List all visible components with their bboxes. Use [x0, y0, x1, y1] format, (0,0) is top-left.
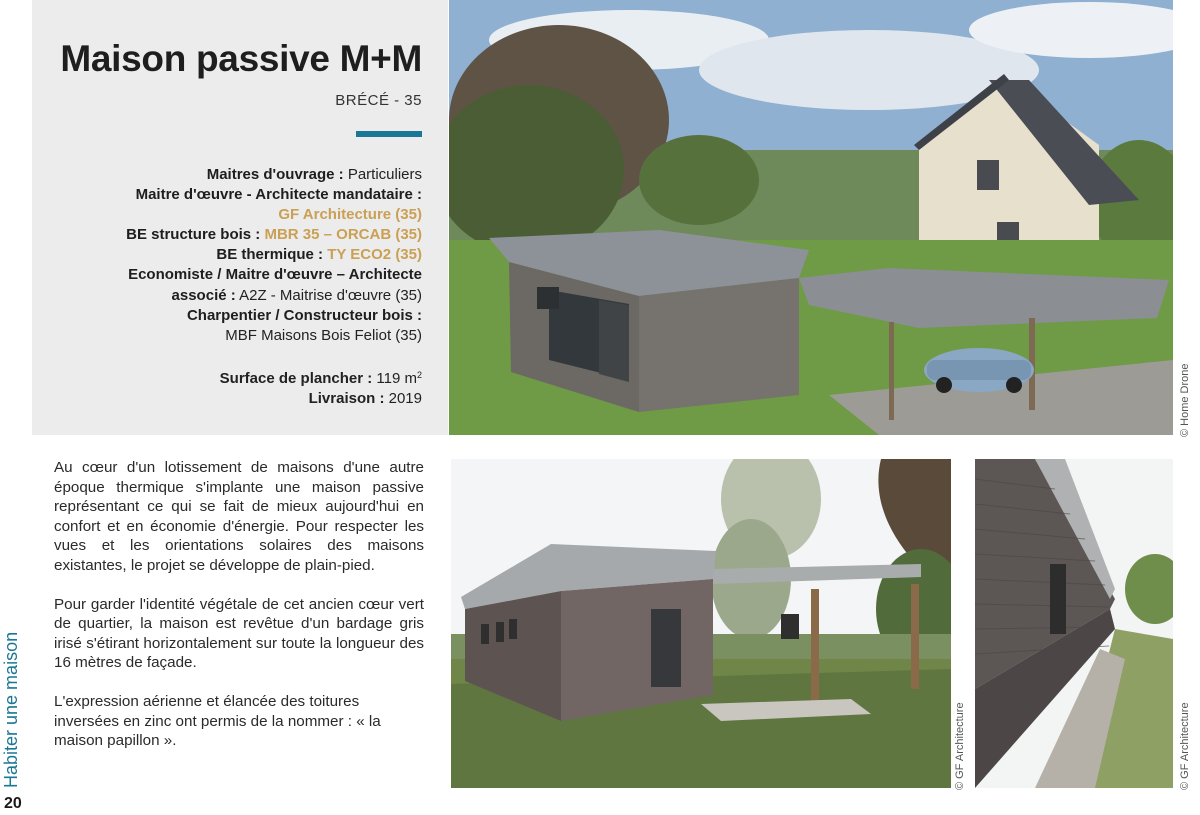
spec-surface-exponent: 2: [416, 370, 422, 380]
credit-label-economiste: Economiste / Maitre d'œuvre – Architecte: [128, 266, 422, 284]
body-paragraph-3: L'expression aérienne et élancée des toitures inversées en zinc ont permis de la nommer : « la maison papillon ».: [54, 692, 381, 750]
body-paragraph-2: Pour garder l'identité végétale de cet ancien cœur vert de quartier, la maison est revêtue d'un bardage gris irisé s'étirant horizontalement sur toute la longueur des 16 mètres de façade.: [54, 595, 424, 672]
aerial-house-photo: [449, 0, 1173, 435]
spec-value-livraison: 2019: [388, 390, 422, 408]
credit-label-associe: associé :: [171, 286, 236, 304]
title-accent-bar: [356, 131, 422, 137]
spec-label-livraison: Livraison :: [308, 390, 385, 408]
body-paragraph-1: Au cœur d'un lotissement de maisons d'une autre époque thermique s'implante une maison passive représentant ce qui se fait de mieux aujourd'hui en confort et en économie d'énergie. Pour respecter les vues et les orientations solaires des maisons existantes, le projet se développe de plain-pied.: [54, 459, 424, 574]
credit-label-be-thermique: BE thermique :: [216, 246, 324, 264]
section-running-title: Habiter une maison: [1, 631, 21, 788]
page-number: 20: [4, 795, 22, 812]
credit-value-charpentier: MBF Maisons Bois Feliot (35): [225, 326, 422, 344]
page-title: Maison passive M+M: [60, 38, 422, 79]
credit-value-be-thermique: TY ECO2 (35): [327, 246, 422, 264]
project-location: BRÉCÉ - 35: [335, 92, 422, 109]
spec-value-surface: 119 m: [376, 370, 417, 387]
credit-value-maitres-ouvrage: Particuliers: [347, 166, 422, 183]
cladding-detail-photo: [975, 459, 1173, 788]
credit-label-maitres-ouvrage: Maitres d'ouvrage :: [206, 166, 344, 183]
credit-label-be-structure: BE structure bois :: [126, 226, 261, 244]
photo-credit-bottom-right: © GF Architecture: [1179, 702, 1191, 790]
credit-label-charpentier: Charpentier / Constructeur bois :: [186, 306, 422, 324]
house-facade-photo: [451, 459, 951, 788]
credit-value-maitre-oeuvre: GF Architecture (35): [278, 206, 422, 224]
photo-credit-main: © Home Drone: [1179, 363, 1191, 437]
project-specs: [220, 365, 422, 409]
spec-label-surface: Surface de plancher :: [219, 370, 373, 387]
article-body: [54, 458, 424, 751]
credit-label-maitre-oeuvre: Maitre d'œuvre - Architecte mandataire :: [135, 186, 422, 204]
credit-value-be-structure: MBR 35 – ORCAB (35): [264, 226, 422, 244]
project-info-panel: [32, 0, 448, 435]
project-credits: [32, 165, 422, 346]
photo-credit-bottom-left: © GF Architecture: [954, 702, 966, 790]
credit-value-economiste: A2Z - Maitrise d'œuvre (35): [239, 286, 422, 304]
